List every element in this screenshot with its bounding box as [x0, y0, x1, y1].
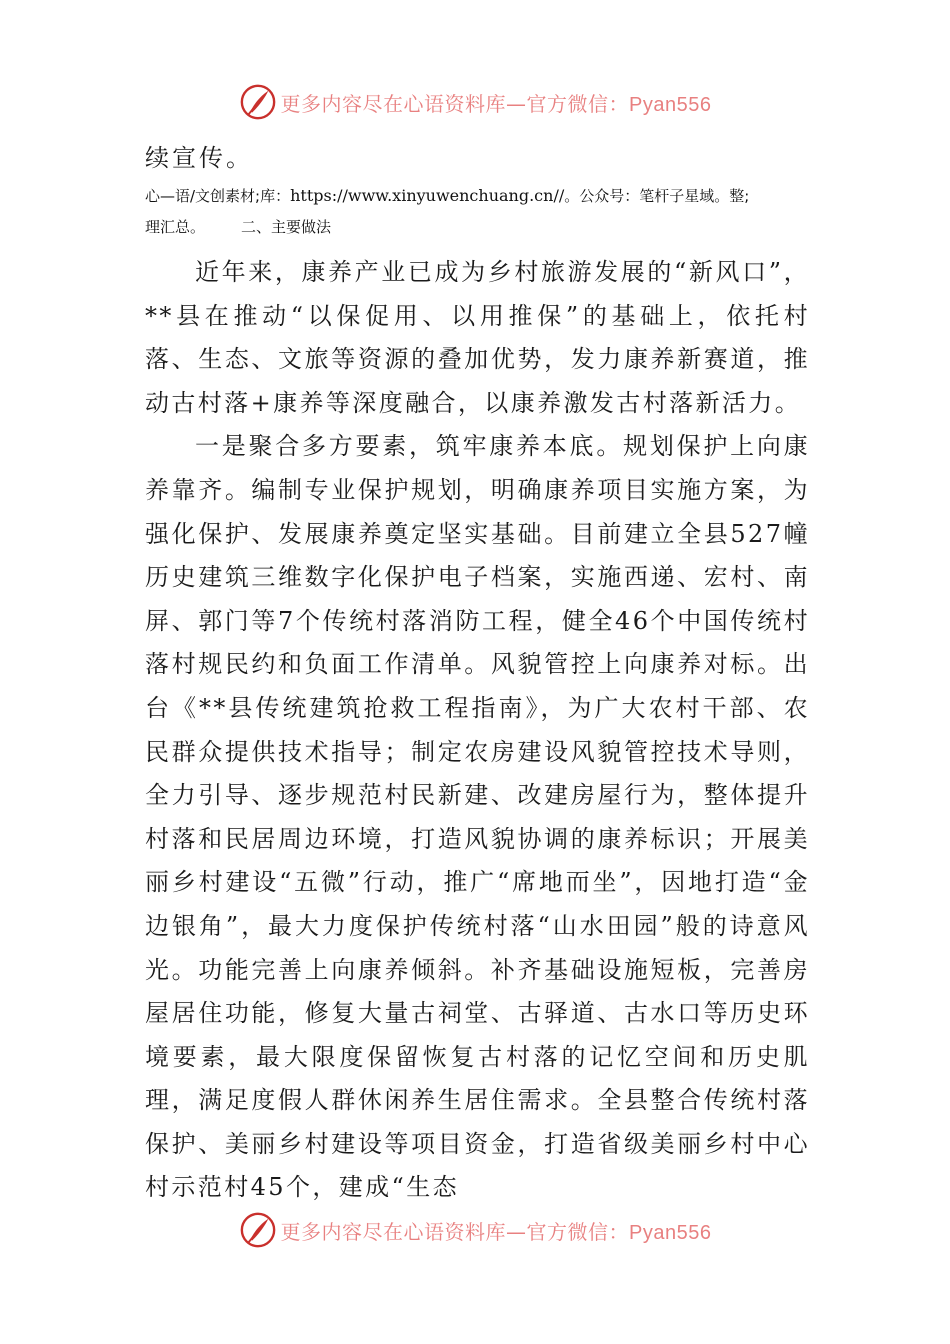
watermark-note-line-1 — [145, 180, 810, 212]
paragraph-intro: 近年来，康养产业已成为乡村旅游发展的“新风口”，**县在推动“以保促用、以用推保”的基础上，依托村落、生态、文旅等资源的叠加优势，发力康养新赛道，推动古村落+康养等深度融合，以康养激发古村落新活力。 — [145, 258, 810, 417]
note-line2: 理汇总。 — [145, 218, 206, 236]
note-prefix: 心—语/文创素材;库： — [145, 187, 291, 205]
header-banner — [0, 82, 950, 122]
quill-logo-icon — [239, 1211, 277, 1249]
banner-text — [281, 88, 712, 117]
section-heading: 二、主要做法 — [241, 218, 332, 236]
document-body — [145, 136, 810, 1210]
banner-account: Pyan556 — [629, 1221, 712, 1244]
footer-banner — [0, 1210, 950, 1250]
paragraph-measure-one: 一是聚合多方要素，筑牢康养本底。规划保护上向康养靠齐。编制专业保护规划，明确康养项目实施方案，为强化保护、发展康养奠定坚实基础。目前建立全县527幢历史建筑三维数字化保护电子档案，实施西递、宏村、南屏、郭门等7个传统村落消防工程，健全46个中国传统村落村规民约和负面工作清单。风貌管控上向康养对标。出台《**县传统建筑抢救工程指南》，为广大农村干部、农民群众提供技术指导；制定农房建设风貌管控技术导则，全力引导、逐步规范村民新建、改建房屋行为，整体提升村落和民居周边环境，打造风貌协调的康养标识；开展美丽乡村建设“五微”行动，推广“席地而坐”，因地打造“金边银角”，最大力度保护传统村落“山水田园”般的诗意风光。功能完善上向康养倾斜。补齐基础设施短板，完善房屋居住功能，修复大量古祠堂、古驿道、古水口等历史环境要素，最大限度保留恢复古村落的记忆空间和历史肌理，满足度假人群休闲养生居住需求。全县整合传统村落保护、美丽乡村建设等项目资金，打造省级美丽乡村中心村示范村45个，建成“生态 — [145, 432, 810, 1202]
watermark-note-line-2 — [145, 212, 810, 243]
banner-text — [281, 1216, 712, 1245]
quill-logo-icon — [239, 83, 277, 121]
note-url: https://www.xinyuwenchuang.cn// — [290, 186, 565, 205]
continuation-line: 续宣传。 — [145, 144, 253, 172]
banner-label: 更多内容尽在心语资料库—官方微信： — [280, 1219, 630, 1244]
note-suffix: 。公众号：笔杆子星域。整; — [564, 187, 750, 205]
banner-account: Pyan556 — [629, 93, 712, 116]
banner-label: 更多内容尽在心语资料库—官方微信： — [280, 91, 630, 116]
